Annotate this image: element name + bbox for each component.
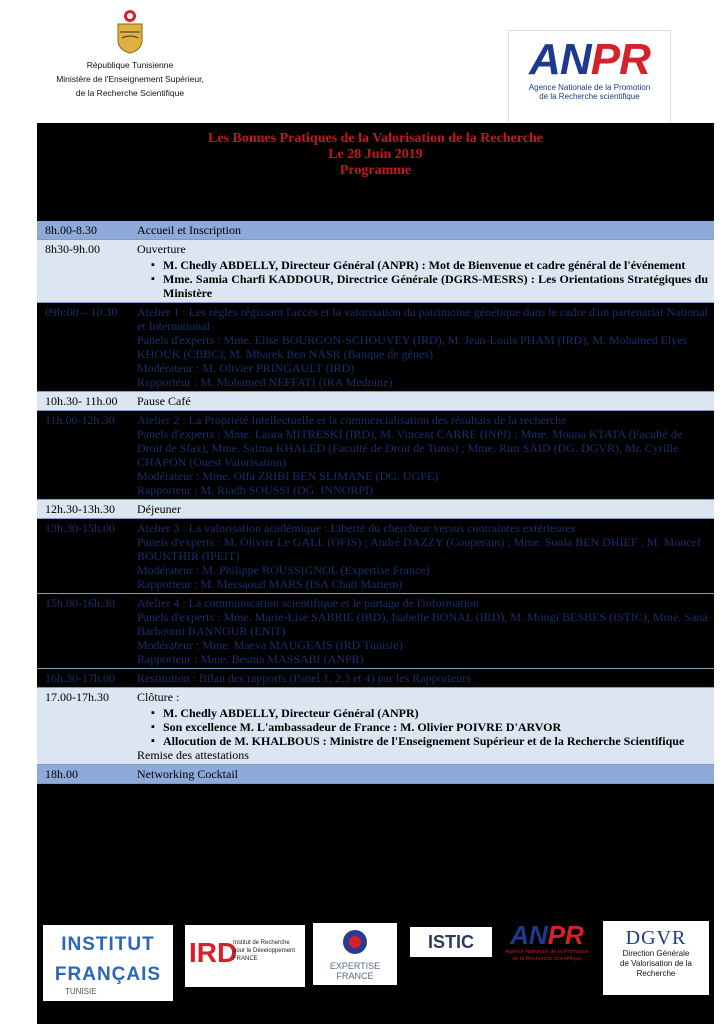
- session-content: [137, 519, 714, 593]
- session-line: Networking Cocktail: [137, 767, 238, 781]
- anpr-footer-logo: [503, 921, 591, 983]
- speaker-item: ▪ Allocution de M. KHALBOUS : Ministre de l'Enseignement Supérieur et de la Recherche Scientifique: [137, 734, 708, 748]
- if-line-2: FRANÇAIS: [54, 964, 162, 985]
- program-row: [37, 392, 714, 411]
- session-line: Ouverture: [137, 242, 186, 256]
- session-line: Rapporteur : M. Mohamed NEFFATI (IRA Mednine): [137, 375, 393, 389]
- session-time: 11h.00-12h.30: [45, 413, 115, 427]
- speaker-item: ▪ M. Chedly ABDELLY, Directeur Général (ANPR) : Mot de Bienvenue et cadre général de l'événement: [137, 258, 708, 272]
- program-row: [37, 221, 714, 240]
- session-line: Panels d'experts : Mme. Marie-Lise SABRIE (IRD), Isabelle BONAL (IRD), M. Mongi BESBES (ISTIC), Mme. Sana Barhoumi BANNOUR (ENIT): [137, 610, 708, 638]
- istic-logo: [410, 927, 492, 957]
- session-content: [137, 669, 714, 687]
- program-row: [37, 500, 714, 519]
- session-content: [137, 500, 714, 518]
- session-content: [137, 221, 714, 239]
- session-time: 18h.00: [45, 767, 78, 781]
- speaker-item: ▪ Son excellence M. L'ambassadeur de France : M. Olivier POIVRE D'ARVOR: [137, 720, 708, 734]
- session-content: [137, 765, 714, 783]
- session-line: Pause Café: [137, 394, 191, 408]
- dgvr-sub-2: de Valorisation de la Recherche: [620, 959, 692, 978]
- session-content: [137, 594, 714, 668]
- anpr-footer-sub-2: de la Recherche scientifique: [512, 956, 582, 962]
- session-time: 13h.30-15h.00: [45, 521, 115, 535]
- ministry-logo: [40, 0, 220, 122]
- anpr-wordmark: ANPR: [529, 35, 650, 84]
- dgvr-title: DGVR: [625, 927, 687, 949]
- program-heading: [37, 131, 714, 179]
- session-time: 8h.00-8.30: [45, 223, 97, 237]
- session-line: Rapporteur : M. Messaoud MARS (ISA Chatt Mariem): [137, 577, 403, 591]
- session-content: [137, 240, 714, 302]
- if-line-1: INSTITUT: [61, 934, 155, 955]
- session-line: Clôture :: [137, 690, 180, 704]
- session-line: Panels d'experts : M. Olivier Le GALL (OFIS) ; André DAZZY (Couperain) ; Mme. Sonia BEN DHIEF ; M. Moncef BOUKTHIR (IPEIT): [137, 535, 701, 563]
- program-row: [37, 303, 714, 392]
- speaker-item: ▪ Mme. Samia Charfi KADDOUR, Directrice Générale (DGRS-MESRS) : Les Orientations Stratégiques du Ministère: [137, 272, 708, 300]
- session-time: 16h.30-17h.00: [45, 671, 115, 685]
- anpr-subtitle-1: Agence Nationale de la Promotion: [528, 83, 651, 92]
- session-line: Rapporteur : M. Riadh SOUSSI (DG. INNORPI): [137, 483, 373, 497]
- event-title: Les Bonnes Pratiques de la Valorisation de la Recherche: [208, 131, 543, 146]
- session-content: [137, 392, 714, 410]
- ird-mark: IRD: [189, 937, 238, 968]
- expertise-text: EXPERTISE FRANCE: [329, 961, 381, 981]
- session-content: [137, 411, 714, 499]
- session-line: Panels d'experts : Mme. Laura MITRESKI (IRD), M. Vincent CARRE (INPI) ; Mme. Mouna KTATA (Faculté de Droit de Sfax), Mme. Salma KHALED (Faculté de Droit de Tunis) ; Mme. Rim SAID (DG. DGVR), Mr. Cyrille CHAPON (Ouest Valorisation): [137, 427, 683, 469]
- session-content: [137, 303, 714, 391]
- session-line: Modérateur : Mme. Olfa ZRIBI BEN SLIMANE (DG. UGPE): [137, 469, 439, 483]
- session-content: [137, 688, 714, 764]
- speaker-list: [137, 706, 708, 748]
- session-line: Atelier 2 : La Propriété Intellectuelle et la commercialisation des résultats de la recherche: [137, 413, 567, 427]
- session-time: 15h.00-16h.30: [45, 596, 115, 610]
- program-row: [37, 411, 714, 500]
- session-line: Restitution : Bilan des rapports (Panel 1, 2,3 et 4) par les Rapporteurs: [137, 671, 471, 685]
- if-line-3: TUNISIE: [65, 987, 97, 996]
- session-line: Accueil et Inscription: [137, 223, 241, 237]
- dgvr-sub-1: Direction Générale: [622, 949, 690, 958]
- dgvr-logo: [603, 921, 709, 995]
- institut-francais-logo: [43, 925, 173, 1001]
- session-time: 09h:00 – 10.30: [45, 305, 118, 319]
- ministry-line-1: République Tunisienne: [86, 60, 174, 70]
- program-row: [37, 519, 714, 594]
- expertise-france-icon: [340, 927, 370, 957]
- program-row: [37, 765, 714, 784]
- session-line: Modérateur : M. Philippe ROUSSIGNOL (Expertise France): [137, 563, 430, 577]
- event-date: Le 28 Juin 2019: [328, 147, 423, 162]
- session-line: Rapporteur : Mme. Besma MASSABI (ANPR): [137, 652, 364, 666]
- program-row: [37, 688, 714, 765]
- session-time: 8h30-9h.00: [45, 242, 100, 256]
- speaker-item: ▪ M. Chedly ABDELLY, Directeur Général (ANPR): [137, 706, 708, 720]
- session-line: Modérateur : Mme. Maeva MAUGEAIS (IRD Tunisie): [137, 638, 403, 652]
- ministry-line-2: Ministère de l'Enseignement Supérieur,: [56, 74, 204, 84]
- session-time: 17.00-17h.30: [45, 690, 109, 704]
- program-row: [37, 240, 714, 303]
- anpr-subtitle-2: de la Recherche scientifique: [539, 92, 640, 101]
- speaker-list: [137, 258, 708, 300]
- session-line: Modérateur : M. Olivier PRINGAULT (IRD): [137, 361, 355, 375]
- istic-text: ISTIC: [427, 932, 474, 952]
- session-line: Atelier 1 : Les règles régissant l'accès et la valorisation du patrimoine génétique dans le cadre d'un partenariat National et International: [137, 305, 708, 333]
- anpr-footer-wordmark: ANPR: [510, 920, 584, 950]
- ird-logo: [185, 925, 305, 987]
- session-time: 12h.30-13h.30: [45, 502, 115, 516]
- partner-logos: [37, 903, 714, 1024]
- program-row: [37, 669, 714, 688]
- session-line: Atelier 3 : La valorisation académique : Liberté du chercheur versus contraintes extérieures: [137, 521, 576, 535]
- session-time: 10h.30- 11h.00: [45, 394, 118, 408]
- anpr-logo: [508, 30, 671, 125]
- program-table: [37, 221, 714, 784]
- anpr-footer-sub-1: Agence Nationale de la Promotion: [505, 949, 589, 955]
- tunisia-coat-of-arms-icon: [112, 8, 148, 54]
- session-line: Atelier 4 : La communication scientifique et le partage de l'information: [137, 596, 480, 610]
- session-note: Remise des attestations: [137, 748, 249, 762]
- session-line: Déjeuner: [137, 502, 181, 516]
- program-label: Programme: [339, 163, 412, 178]
- session-line: Panels d'experts : Mme. Elise BOURGON-SCHOUVEY (IRD), M. Jean-Louis PHAM (IRD), M. Mohamed Elyes KHOUK (CBBC), M. Mbarek Ben NASR (Banque de gènes): [137, 333, 688, 361]
- ird-text: Institut de Recherche pour le Développement FRANCE: [233, 940, 296, 962]
- expertise-france-logo: [313, 923, 397, 985]
- ministry-line-3: de la Recherche Scientifique: [75, 88, 185, 98]
- program-row: [37, 594, 714, 669]
